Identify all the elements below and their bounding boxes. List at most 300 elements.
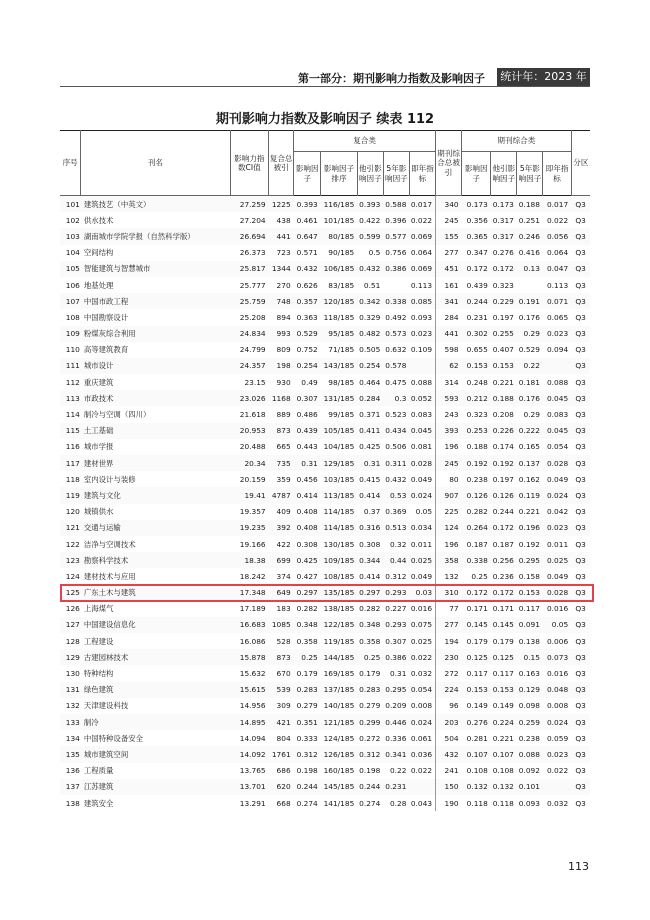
row-name: 高等建筑教育 <box>83 345 129 355</box>
section-title: 第一部分：期刊影响力指数及影响因子 <box>298 72 485 85</box>
row-zone: Q3 <box>571 520 590 536</box>
row-comprehensive-5yr: 0.163 <box>518 669 540 679</box>
row-total-cites: 809 <box>276 345 291 355</box>
row-comprehensive-immediacy: 0.028 <box>543 455 571 471</box>
row-comprehensive-total-cites: 150 <box>436 779 462 795</box>
header-rule <box>60 86 590 87</box>
row-zone: Q3 <box>571 487 590 503</box>
row-zone: Q3 <box>571 649 590 665</box>
row-seq: 112 <box>65 377 80 387</box>
row-composite-if-rank: 109/185 <box>321 552 358 568</box>
row-composite-if-rank: 130/185 <box>323 539 355 549</box>
row-comprehensive-other-cited: 0.236 <box>492 571 514 581</box>
row-comprehensive-immediacy: 0.049 <box>546 571 569 581</box>
row-composite-if: 0.312 <box>294 746 321 762</box>
row-composite-if: 0.408 <box>296 507 318 517</box>
row-comprehensive-immediacy: 0.023 <box>543 326 571 342</box>
col-zone: 分区 <box>571 131 590 196</box>
row-zone: Q3 <box>575 604 586 614</box>
row-comprehensive-other-cited: 0.171 <box>492 604 514 614</box>
row-total-cites: 993 <box>269 326 294 342</box>
row-composite-other-cited: 0.37 <box>363 507 381 517</box>
row-name: 建筑技艺（中英文） <box>81 196 230 213</box>
row-comprehensive-5yr: 0.192 <box>518 539 540 549</box>
row-zone: Q3 <box>575 733 586 743</box>
row-comprehensive-immediacy: 0.025 <box>543 552 571 568</box>
row-composite-if: 0.198 <box>296 766 318 776</box>
row-seq: 120 <box>65 507 80 517</box>
row-composite-5yr: 0.31 <box>389 669 407 679</box>
row-comprehensive-total-cites: 245 <box>436 212 462 228</box>
row-composite-other-cited: 0.198 <box>359 766 381 776</box>
row-zone: Q3 <box>571 326 590 342</box>
row-total-cites: 665 <box>276 442 291 452</box>
row-seq: 119 <box>60 487 81 503</box>
row-comprehensive-immediacy: 0.011 <box>546 539 569 549</box>
row-total-cites: 649 <box>269 585 294 601</box>
row-comprehensive-if: 0.302 <box>462 326 491 342</box>
row-comprehensive-other-cited: 0.255 <box>491 326 517 342</box>
row-total-cites: 421 <box>269 714 294 730</box>
journal-table <box>60 130 590 811</box>
row-composite-immediacy: 0.045 <box>409 423 435 439</box>
row-comprehensive-other-cited: 0.317 <box>491 228 517 244</box>
row-name: 中国勘察设计 <box>83 312 129 322</box>
row-comprehensive-immediacy: 0.045 <box>543 423 571 439</box>
row-ci: 20.488 <box>239 442 266 452</box>
row-comprehensive-5yr <box>517 277 543 293</box>
row-composite-other-cited: 0.308 <box>359 539 381 549</box>
row-composite-other-cited: 0.299 <box>357 714 383 730</box>
row-seq: 118 <box>65 474 80 484</box>
row-ci: 25.208 <box>239 312 266 322</box>
col-seq: 序号 <box>60 131 81 196</box>
row-composite-other-cited: 0.272 <box>359 733 381 743</box>
row-composite-if-rank: 95/185 <box>321 326 358 342</box>
row-comprehensive-5yr: 0.138 <box>518 636 540 646</box>
row-composite-immediacy: 0.025 <box>410 636 433 646</box>
row-seq: 121 <box>60 520 81 536</box>
row-comprehensive-5yr: 0.259 <box>517 714 543 730</box>
row-composite-if: 0.31 <box>294 455 321 471</box>
row-comprehensive-total-cites: 598 <box>436 342 462 358</box>
row-comprehensive-total-cites: 80 <box>436 471 462 487</box>
row-composite-other-cited: 0.179 <box>359 669 381 679</box>
row-composite-other-cited: 0.312 <box>357 746 383 762</box>
row-composite-5yr: 0.231 <box>383 779 409 795</box>
row-comprehensive-if: 0.231 <box>466 312 488 322</box>
row-name: 工程质量 <box>83 766 114 776</box>
row-seq: 136 <box>65 766 80 776</box>
row-total-cites: 1168 <box>269 390 294 406</box>
table-row <box>60 455 590 471</box>
row-composite-5yr: 0.578 <box>383 358 409 374</box>
row-comprehensive-total-cites: 393 <box>436 423 462 439</box>
row-total-cites: 620 <box>269 779 294 795</box>
row-composite-5yr: 0.506 <box>385 442 407 452</box>
col-composite-if-rank: 影响因子排序 <box>321 152 358 196</box>
row-name: 建筑安全 <box>83 798 114 808</box>
row-comprehensive-other-cited: 0.323 <box>492 280 514 290</box>
row-composite-other-cited: 0.297 <box>357 585 383 601</box>
row-comprehensive-5yr: 0.176 <box>517 390 543 406</box>
row-composite-5yr: 0.573 <box>383 326 409 342</box>
row-composite-other-cited: 0.329 <box>359 312 381 322</box>
row-name: 供水技术 <box>83 215 114 225</box>
row-composite-immediacy: 0.03 <box>409 585 435 601</box>
row-comprehensive-5yr: 0.221 <box>518 507 540 517</box>
table-row <box>60 261 590 277</box>
row-ci: 15.615 <box>230 682 269 698</box>
row-composite-immediacy: 0.011 <box>410 539 433 549</box>
row-composite-if: 0.333 <box>296 733 318 743</box>
row-comprehensive-if: 0.192 <box>462 455 491 471</box>
table-row <box>60 682 590 698</box>
row-comprehensive-immediacy: 0.05 <box>543 617 571 633</box>
row-comprehensive-5yr: 0.251 <box>518 215 540 225</box>
row-composite-if-rank: 71/185 <box>328 345 355 355</box>
row-composite-other-cited: 0.482 <box>357 326 383 342</box>
table-row <box>60 536 590 552</box>
row-composite-other-cited: 0.25 <box>357 649 383 665</box>
row-seq: 109 <box>60 326 81 342</box>
row-comprehensive-total-cites: 190 <box>436 795 462 811</box>
table-row <box>60 746 590 762</box>
row-ci: 20.159 <box>239 474 266 484</box>
row-composite-if: 0.282 <box>296 604 318 614</box>
row-composite-if: 0.283 <box>294 682 321 698</box>
table-row <box>60 520 590 536</box>
row-composite-if: 0.274 <box>296 798 318 808</box>
row-name: 交通与运输 <box>81 520 230 536</box>
row-ci: 18.38 <box>230 552 269 568</box>
row-composite-other-cited: 0.5 <box>368 248 381 258</box>
row-comprehensive-if: 0.188 <box>466 442 488 452</box>
table-row <box>60 309 590 325</box>
row-total-cites: 699 <box>269 552 294 568</box>
row-total-cites: 359 <box>276 474 291 484</box>
row-composite-if: 0.363 <box>296 312 318 322</box>
row-total-cites: 198 <box>269 358 294 374</box>
table-row <box>60 504 590 520</box>
col-composite-other-cited: 他引影响因子 <box>357 152 383 196</box>
row-seq: 135 <box>60 746 81 762</box>
row-comprehensive-total-cites: 907 <box>436 487 462 503</box>
row-composite-immediacy: 0.036 <box>409 746 435 762</box>
table-row <box>60 633 590 649</box>
row-composite-other-cited: 0.415 <box>359 474 381 484</box>
row-composite-5yr: 0.44 <box>383 552 409 568</box>
row-seq: 114 <box>65 410 80 420</box>
row-comprehensive-if: 0.108 <box>466 766 488 776</box>
row-total-cites: 1344 <box>269 261 294 277</box>
row-total-cites: 422 <box>276 539 291 549</box>
row-composite-if: 0.357 <box>294 293 321 309</box>
row-zone: Q3 <box>575 539 586 549</box>
row-comprehensive-immediacy: 0.071 <box>543 293 571 309</box>
row-composite-if-rank: 90/185 <box>328 248 355 258</box>
row-composite-if-rank: 101/185 <box>323 215 355 225</box>
row-comprehensive-other-cited: 0.173 <box>491 196 517 213</box>
row-comprehensive-total-cites: 194 <box>436 633 462 649</box>
row-composite-if-rank: 169/185 <box>323 669 355 679</box>
row-composite-if-rank: 119/185 <box>323 636 355 646</box>
row-comprehensive-total-cites: 243 <box>436 406 462 422</box>
row-total-cites: 528 <box>276 636 291 646</box>
row-comprehensive-immediacy: 0.065 <box>546 312 569 322</box>
row-composite-5yr: 0.311 <box>383 455 409 471</box>
table-row <box>60 552 590 568</box>
row-comprehensive-immediacy: 0.064 <box>546 248 569 258</box>
row-zone: Q3 <box>571 390 590 406</box>
row-composite-if: 0.443 <box>296 442 318 452</box>
row-comprehensive-other-cited: 0.172 <box>491 261 517 277</box>
row-comprehensive-if: 0.356 <box>466 215 488 225</box>
row-comprehensive-if: 0.655 <box>466 345 488 355</box>
row-composite-other-cited: 0.342 <box>357 293 383 309</box>
row-composite-if: 0.461 <box>296 215 318 225</box>
row-comprehensive-other-cited: 0.174 <box>492 442 514 452</box>
row-seq: 130 <box>65 669 80 679</box>
row-composite-immediacy <box>409 779 435 795</box>
row-comprehensive-5yr: 0.22 <box>517 358 543 374</box>
row-composite-5yr: 0.632 <box>385 345 407 355</box>
row-composite-other-cited: 0.283 <box>357 682 383 698</box>
row-name: 工程建设 <box>83 636 114 646</box>
row-composite-if: 0.348 <box>294 617 321 633</box>
row-composite-immediacy: 0.032 <box>410 669 433 679</box>
row-comprehensive-other-cited: 0.107 <box>491 746 517 762</box>
row-composite-5yr: 0.227 <box>385 604 407 614</box>
row-seq: 125 <box>60 585 81 601</box>
row-ci: 13.291 <box>239 798 266 808</box>
row-composite-if-rank: 144/185 <box>321 649 358 665</box>
row-composite-if: 0.351 <box>294 714 321 730</box>
row-composite-if: 0.25 <box>294 649 321 665</box>
row-composite-if-rank: 140/185 <box>323 701 355 711</box>
row-ci: 19.41 <box>230 487 269 503</box>
row-ci: 15.878 <box>230 649 269 665</box>
row-composite-5yr: 0.386 <box>383 649 409 665</box>
row-name: 建材世界 <box>81 455 230 471</box>
row-comprehensive-other-cited: 0.118 <box>492 798 514 808</box>
row-total-cites: 183 <box>276 604 291 614</box>
row-comprehensive-if: 0.276 <box>462 714 491 730</box>
row-comprehensive-total-cites: 245 <box>436 455 462 471</box>
row-zone: Q3 <box>575 248 586 258</box>
row-ci: 15.632 <box>239 669 266 679</box>
row-composite-if-rank: 103/185 <box>323 474 355 484</box>
row-composite-other-cited: 0.464 <box>359 377 381 387</box>
row-composite-if-rank: 160/185 <box>323 766 355 776</box>
row-composite-other-cited: 0.393 <box>357 196 383 213</box>
row-composite-if: 0.279 <box>296 701 318 711</box>
row-name: 智能建筑与智慧城市 <box>81 261 230 277</box>
row-comprehensive-5yr: 0.101 <box>517 779 543 795</box>
row-composite-if: 0.425 <box>294 552 321 568</box>
row-comprehensive-if: 0.264 <box>462 520 491 536</box>
row-composite-other-cited: 0.358 <box>359 636 381 646</box>
row-comprehensive-total-cites: 241 <box>436 763 462 779</box>
row-name: 洁净与空调技术 <box>83 539 136 549</box>
row-composite-if-rank: 137/185 <box>321 682 358 698</box>
row-composite-if: 0.244 <box>294 779 321 795</box>
row-composite-immediacy: 0.088 <box>410 377 433 387</box>
row-ci: 23.026 <box>230 390 269 406</box>
row-composite-5yr: 0.336 <box>385 733 407 743</box>
table-title: 期刊影响力指数及影响因子 续表 112 <box>215 112 435 127</box>
row-zone: Q3 <box>571 779 590 795</box>
table-row <box>60 212 590 228</box>
row-ci: 25.777 <box>239 280 266 290</box>
row-comprehensive-immediacy: 0.028 <box>543 585 571 601</box>
row-name: 地基处理 <box>83 280 114 290</box>
row-name: 制冷 <box>81 714 230 730</box>
row-ci: 27.204 <box>239 215 266 225</box>
row-seq: 126 <box>65 604 80 614</box>
row-comprehensive-total-cites: 432 <box>436 746 462 762</box>
row-ci: 27.259 <box>230 196 269 213</box>
col-comprehensive-if: 影响因子 <box>462 152 491 196</box>
row-comprehensive-immediacy: 0.006 <box>546 636 569 646</box>
row-comprehensive-total-cites: 132 <box>436 568 462 584</box>
row-composite-if: 0.647 <box>294 228 321 244</box>
row-zone: Q3 <box>571 552 590 568</box>
table-row <box>60 649 590 665</box>
row-ci: 18.242 <box>239 571 266 581</box>
row-zone: Q3 <box>575 507 586 517</box>
row-composite-immediacy: 0.054 <box>409 682 435 698</box>
row-comprehensive-immediacy: 0.016 <box>546 669 569 679</box>
row-zone: Q3 <box>575 442 586 452</box>
row-comprehensive-total-cites: 230 <box>436 649 462 665</box>
col-composite-immediacy: 即年指标 <box>409 152 435 196</box>
row-seq: 103 <box>60 228 81 244</box>
row-name: 中国市政工程 <box>81 293 230 309</box>
row-composite-if: 0.432 <box>294 261 321 277</box>
row-comprehensive-5yr: 0.119 <box>517 487 543 503</box>
row-comprehensive-5yr: 0.416 <box>518 248 540 258</box>
row-comprehensive-if: 0.179 <box>466 636 488 646</box>
row-name: 湖南城市学院学报（自然科学版） <box>81 228 230 244</box>
row-composite-5yr: 0.588 <box>383 196 409 213</box>
row-comprehensive-immediacy: 0.032 <box>546 798 569 808</box>
row-seq: 111 <box>60 358 81 374</box>
row-composite-other-cited: 0.31 <box>357 455 383 471</box>
row-comprehensive-total-cites: 310 <box>436 585 462 601</box>
row-name: 建材技术与应用 <box>83 571 136 581</box>
row-comprehensive-total-cites: 224 <box>436 682 462 698</box>
row-comprehensive-immediacy: 0.023 <box>543 746 571 762</box>
row-comprehensive-5yr: 0.181 <box>518 377 540 387</box>
row-comprehensive-total-cites: 124 <box>436 520 462 536</box>
row-composite-immediacy: 0.093 <box>410 312 433 322</box>
col-ci: 影响力指数CI值 <box>230 131 269 196</box>
row-name: 中国建设信息化 <box>81 617 230 633</box>
col-comprehensive-5yr: 5年影响因子 <box>517 152 543 196</box>
row-composite-immediacy: 0.081 <box>410 442 433 452</box>
table-row <box>60 617 590 633</box>
row-comprehensive-immediacy: 0.054 <box>546 442 569 452</box>
row-comprehensive-if: 0.118 <box>466 798 488 808</box>
row-comprehensive-5yr: 0.29 <box>523 410 540 420</box>
row-composite-if: 0.427 <box>296 571 318 581</box>
row-composite-if-rank: 129/185 <box>321 455 358 471</box>
row-name: 城市设计 <box>81 358 230 374</box>
page-number: 113 <box>568 860 589 873</box>
row-comprehensive-if: 0.172 <box>462 585 491 601</box>
row-composite-5yr: 0.307 <box>385 636 407 646</box>
row-composite-if: 0.486 <box>296 410 318 420</box>
row-composite-immediacy: 0.017 <box>409 196 435 213</box>
row-composite-5yr: 0.756 <box>385 248 407 258</box>
row-comprehensive-other-cited: 0.221 <box>492 733 514 743</box>
row-comprehensive-if: 0.153 <box>462 358 491 374</box>
row-composite-5yr: 0.577 <box>383 228 409 244</box>
row-composite-if-rank: 83/185 <box>328 280 355 290</box>
table-row <box>60 601 590 617</box>
row-name: 空间结构 <box>83 248 114 258</box>
row-total-cites: 4787 <box>269 487 294 503</box>
table-row <box>60 665 590 681</box>
row-zone: Q3 <box>575 701 586 711</box>
row-composite-5yr: 0.492 <box>385 312 407 322</box>
row-composite-immediacy: 0.022 <box>409 649 435 665</box>
row-zone: Q3 <box>571 682 590 698</box>
row-seq: 110 <box>65 345 80 355</box>
row-comprehensive-5yr: 0.153 <box>517 585 543 601</box>
row-comprehensive-if: 0.126 <box>462 487 491 503</box>
row-total-cites: 539 <box>269 682 294 698</box>
row-composite-if-rank: 135/185 <box>321 585 358 601</box>
row-composite-5yr: 0.209 <box>385 701 407 711</box>
row-composite-5yr: 0.446 <box>383 714 409 730</box>
row-composite-immediacy: 0.034 <box>409 520 435 536</box>
table-row <box>60 342 590 358</box>
row-ci: 21.618 <box>239 410 266 420</box>
table-row <box>60 471 590 487</box>
row-seq: 132 <box>65 701 80 711</box>
table-row <box>60 487 590 503</box>
row-composite-if-rank: 141/185 <box>323 798 355 808</box>
row-comprehensive-other-cited: 0.172 <box>491 520 517 536</box>
row-comprehensive-immediacy: 0.047 <box>543 261 571 277</box>
row-comprehensive-if: 0.347 <box>466 248 488 258</box>
row-comprehensive-total-cites: 196 <box>436 439 462 455</box>
table-row <box>60 423 590 439</box>
row-comprehensive-other-cited: 0.244 <box>492 507 514 517</box>
row-total-cites: 670 <box>276 669 291 679</box>
row-ci: 13.765 <box>239 766 266 776</box>
row-comprehensive-5yr: 0.091 <box>517 617 543 633</box>
row-composite-other-cited: 0.279 <box>359 701 381 711</box>
row-composite-immediacy: 0.024 <box>409 714 435 730</box>
row-comprehensive-other-cited: 0.179 <box>492 636 514 646</box>
row-name: 江苏建筑 <box>81 779 230 795</box>
row-composite-other-cited: 0.422 <box>359 215 381 225</box>
row-comprehensive-total-cites: 504 <box>436 730 462 746</box>
row-comprehensive-if: 0.171 <box>466 604 488 614</box>
row-seq: 127 <box>60 617 81 633</box>
row-comprehensive-total-cites: 451 <box>436 261 462 277</box>
row-total-cites: 441 <box>269 228 294 244</box>
row-composite-immediacy: 0.016 <box>410 604 433 614</box>
row-composite-other-cited: 0.51 <box>363 280 381 290</box>
row-composite-5yr: 0.523 <box>385 410 407 420</box>
row-comprehensive-total-cites: 340 <box>436 196 462 213</box>
row-seq: 101 <box>60 196 81 213</box>
row-comprehensive-other-cited: 0.407 <box>492 345 514 355</box>
